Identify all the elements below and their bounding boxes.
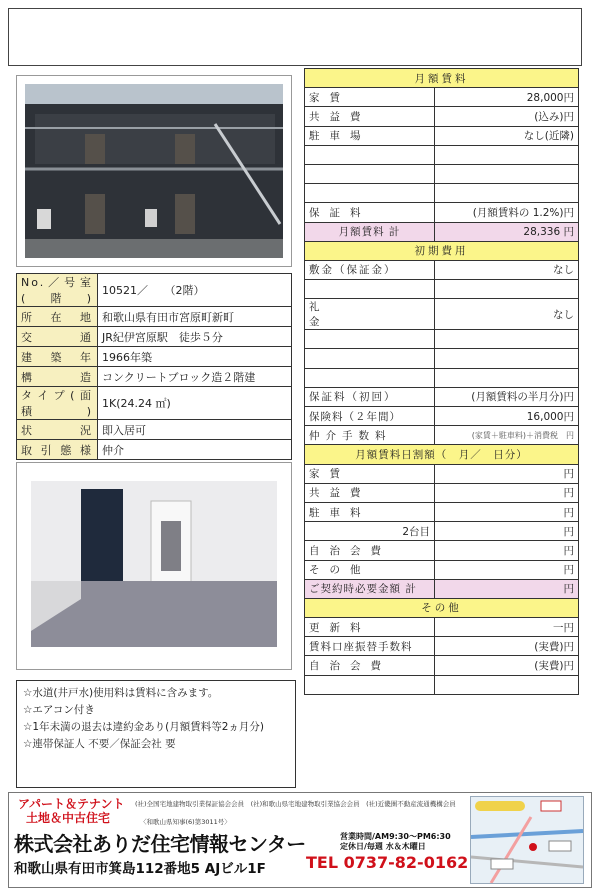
access-map [470,796,584,884]
rent-table [304,68,579,695]
daily-value: 円 [435,541,579,560]
guarantee-value: (月額賃料の半月分)円 [435,387,579,406]
daily-label: その他 [305,560,435,579]
guarantee-label: 保証料（初回） [305,387,435,406]
rent-label: 保証料 [305,203,435,222]
info-label: 取引態様 [17,440,98,460]
company-address: 和歌山県有田市箕島112番地5 AJビル1F [14,861,266,877]
blank-cell [305,368,435,387]
daily-value: 円 [435,464,579,483]
rent-label [305,184,435,203]
rent-label: 家賃 [305,88,435,107]
rent-label [305,145,435,164]
blank-cell [435,368,579,387]
rent-label: 駐車場 [305,126,435,145]
building-photo [16,75,292,267]
other-label: 更新料 [305,618,435,637]
other-value: 一円 [435,618,579,637]
insurance-row [305,407,579,426]
info-row [17,274,292,307]
other-label: 賃料口座振替手数料 [305,637,435,656]
info-label: 状況 [17,420,98,440]
other-label: 自治会費 [305,656,435,675]
company-name: 株式会社ありだ住宅情報センター [14,832,306,856]
daily-label: 2台目 [305,522,435,541]
license-number: 〈和歌山県知事(6)第3011号〉 [140,818,231,826]
info-value: コンクリートブロック造２階建 [98,367,292,387]
info-value: 1K(24.24 ㎡) [98,387,292,420]
info-label: 所在地 [17,307,98,327]
blank-cell [305,349,435,368]
rent-row [305,184,579,203]
info-row [17,307,292,327]
monthly-rent-header: 月額賃料 [305,69,579,88]
initial-cost-header: 初期費用 [305,241,579,260]
interior-image [31,481,277,647]
info-value: 1966年築 [98,347,292,367]
tagline-apartment: アパート＆テナント [18,797,125,811]
blank-row [305,675,579,694]
rent-value: なし(近隣) [435,126,579,145]
deposit-label: 敷金（保証金） [305,260,435,279]
rent-value [435,164,579,183]
footer-tagline [18,797,124,825]
header-blank-box [8,8,582,66]
daily-row [305,560,579,579]
key-money-value: なし [435,299,579,330]
blank-row [305,349,579,368]
daily-value: 円 [435,483,579,502]
insurance-label: 保険料（２年間） [305,407,435,426]
holiday: 定休日/毎週 水＆木曜日 [340,842,426,851]
monthly-total-value: 28,336 円 [435,222,579,241]
info-value: 即入居可 [98,420,292,440]
daily-label: 自治会費 [305,541,435,560]
building-image [25,84,283,258]
contract-total-row [305,579,579,598]
info-value: 仲介 [98,440,292,460]
info-label: No.／号室(階) [17,274,98,307]
other-value: (実費)円 [435,656,579,675]
daily-row [305,502,579,521]
info-value: 和歌山県有田市宮原町新町 [98,307,292,327]
info-row [17,347,292,367]
info-value: 10521／ （2階） [98,274,292,307]
rent-row [305,203,579,222]
broker-fee-row [305,426,579,445]
blank-row [305,280,579,299]
insurance-value: 16,000円 [435,407,579,426]
other-value: (実費)円 [435,637,579,656]
deposit-row [305,260,579,279]
broker-fee-label: 仲介手数料 [305,426,435,445]
daily-value: 円 [435,522,579,541]
daily-label: 家賃 [305,464,435,483]
rent-value: 28,000円 [435,88,579,107]
tagline-land: 土地＆中古住宅 [26,811,111,825]
monthly-total-row [305,222,579,241]
blank-row [305,330,579,349]
note-item: ☆エアコン付き [23,704,95,716]
rent-value [435,184,579,203]
rent-label: 共益費 [305,107,435,126]
business-info [340,832,451,852]
rent-row [305,164,579,183]
rent-row [305,107,579,126]
daily-row [305,464,579,483]
deposit-value: なし [435,260,579,279]
info-row [17,440,292,460]
info-label: 交通 [17,327,98,347]
notes-box [16,680,296,788]
note-item: ☆連帯保証人 不要／保証会社 要 [23,738,176,750]
daily-rent-header: 月額賃料日割額（ 月／ 日分） [305,445,579,464]
daily-value: 円 [435,502,579,521]
blank-row [305,368,579,387]
info-label: タイプ(面積) [17,387,98,420]
note-item: ☆1年未満の退去は違約金あり(月額賃料等2ヵ月分) [23,721,264,733]
other-row [305,637,579,656]
rent-row [305,145,579,164]
rent-row [305,126,579,145]
property-info-table [16,273,292,460]
daily-value: 円 [435,560,579,579]
monthly-total-label: 月額賃料 計 [305,222,435,241]
other-row [305,656,579,675]
note-item: ☆水道(井戸水)使用料は賃料に含みます。 [23,687,219,699]
other-row [305,618,579,637]
blank-cell [435,330,579,349]
business-hours: 営業時間/AM9:30〜PM6:30 [340,832,451,841]
rent-label [305,164,435,183]
contract-total-label: ご契約時必要金額 計 [305,579,435,598]
info-value: JR紀伊宮原駅 徒歩５分 [98,327,292,347]
guarantee-row [305,387,579,406]
blank-cell [435,349,579,368]
info-row [17,420,292,440]
telephone: TEL 0737-82-0162 [306,853,469,872]
contract-total-value: 円 [435,579,579,598]
map-illustration [471,797,583,883]
association-text: (社)全国宅地建物取引業保証協会会員 (社)和歌山県宅地建物取引業協会会員 (社)近畿圏不動産流通機構会員 [135,800,456,808]
rent-row [305,88,579,107]
other-header: その他 [305,598,579,617]
daily-row [305,541,579,560]
blank-cell [305,330,435,349]
info-row [17,367,292,387]
info-row [17,327,292,347]
info-row [17,387,292,420]
broker-fee-value: (家賃＋駐車料)＋消費税 円 [435,426,579,445]
daily-label: 共益費 [305,483,435,502]
interior-photo [16,462,292,670]
daily-row [305,522,579,541]
interior-illustration [31,481,277,647]
info-label: 建築年 [17,347,98,367]
key-money-row [305,299,579,330]
rent-value [435,145,579,164]
blank-cell [305,675,435,694]
rent-value: (込み)円 [435,107,579,126]
blank-cell [435,280,579,299]
daily-row [305,483,579,502]
rent-value: (月額賃料の 1.2%)円 [435,203,579,222]
daily-label: 駐車料 [305,502,435,521]
blank-cell [435,675,579,694]
blank-cell [305,280,435,299]
info-label: 構造 [17,367,98,387]
key-money-label: 礼金 [305,299,435,330]
building-illustration [25,84,283,258]
